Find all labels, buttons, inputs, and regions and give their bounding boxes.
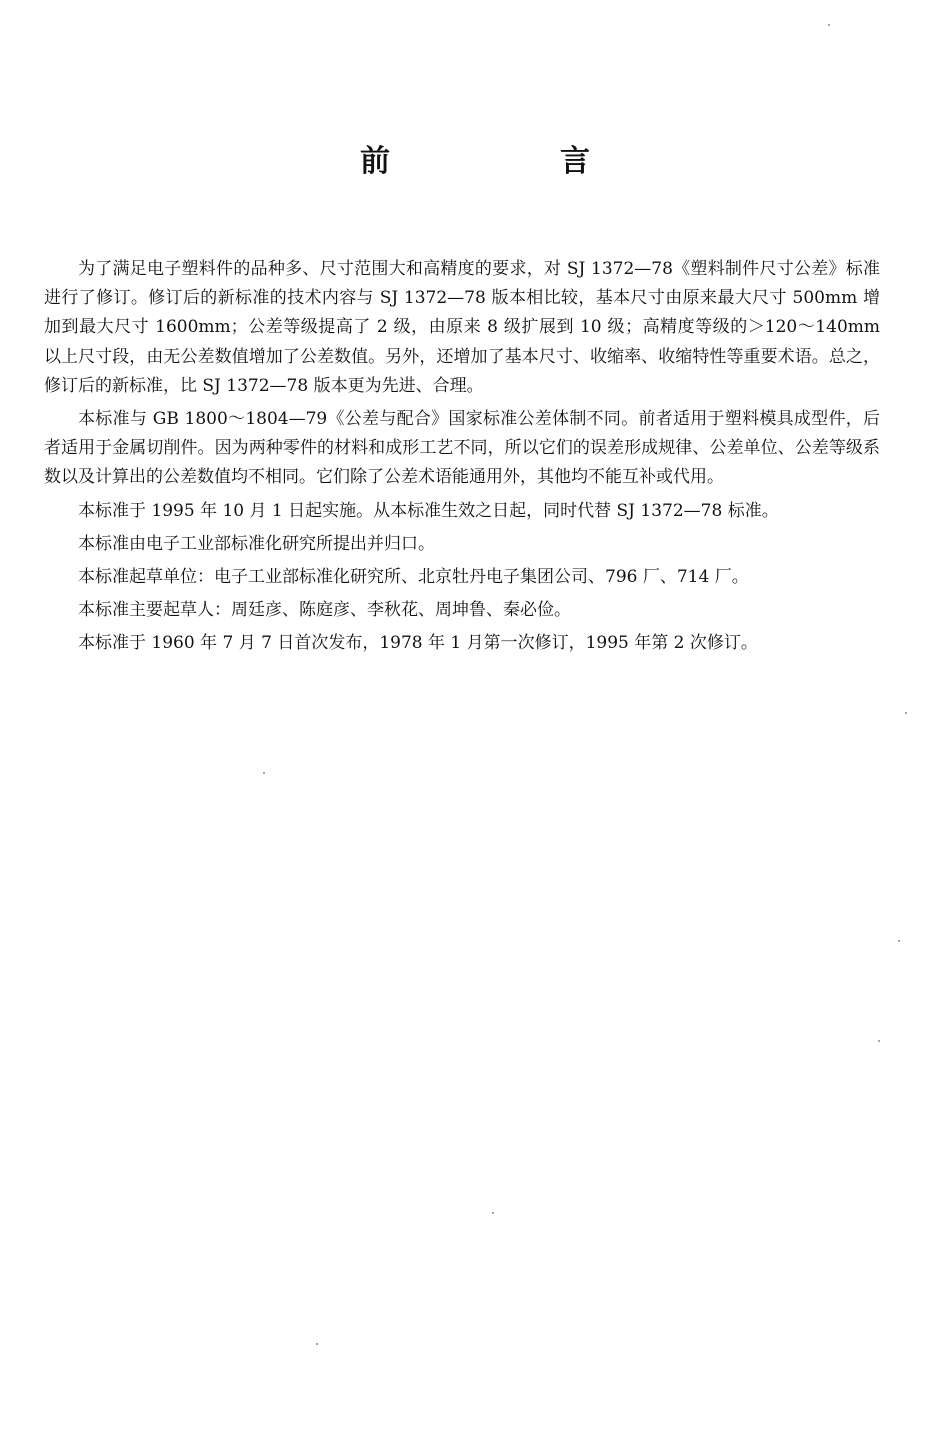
page-title: 前 言 <box>360 144 660 179</box>
scan-speck <box>828 24 830 26</box>
scan-speck <box>905 712 907 714</box>
document-body <box>44 255 880 659</box>
paragraph-drafting-units: 本标准起草单位：电子工业部标准化研究所、北京牡丹电子集团公司、796 厂、714 厂。 <box>78 567 749 588</box>
scan-speck <box>492 1212 494 1214</box>
scan-speck <box>263 772 265 774</box>
paragraph-revision-summary: 为了满足电子塑料件的品种多、尺寸范围大和高精度的要求，对 SJ 1372—78《塑料制件尺寸公差》标准进行了修订。修订后的新标准的技术内容与 SJ 1372—78 版本相比较，基本尺寸由原来最大尺寸 500mm 增加到最大尺寸 1600mm；公差等级提高了 2 级，由原来 8 级扩展到 10 级；高精度等级的＞120～140mm 以上尺寸段，由无公差数值增加了公差数值。另外，还增加了基本尺寸、收缩率、收缩特性等重要术语。总之，修订后的新标准，比 SJ 1372—78 版本更为先进、合理。 <box>44 259 880 396</box>
scan-speck <box>898 940 900 942</box>
paragraph-publication-history: 本标准于 1960 年 7 月 7 日首次发布，1978 年 1 月第一次修订，1995 年第 2 次修订。 <box>78 633 758 654</box>
paragraph-gb-comparison: 本标准与 GB 1800～1804—79《公差与配合》国家标准公差体制不同。前者适用于塑料模具成型件，后者适用于金属切削件。因为两种零件的材料和成形工艺不同，所以它们的误差形成规律、公差单位、公差等级系数以及计算出的公差数值均不相同。它们除了公差术语能通用外，其他均不能互补或代用。 <box>44 409 880 488</box>
paragraph-proposer: 本标准由电子工业部标准化研究所提出并归口。 <box>78 533 435 554</box>
scan-speck <box>316 1343 318 1345</box>
paragraph-drafters: 本标准主要起草人：周廷彦、陈庭彦、李秋花、周坤鲁、秦必俭。 <box>78 600 571 621</box>
scan-speck <box>878 1040 880 1042</box>
paragraph-effective-date: 本标准于 1995 年 10 月 1 日起实施。从本标准生效之日起，同时代替 SJ 1372—78 标准。 <box>78 500 779 521</box>
